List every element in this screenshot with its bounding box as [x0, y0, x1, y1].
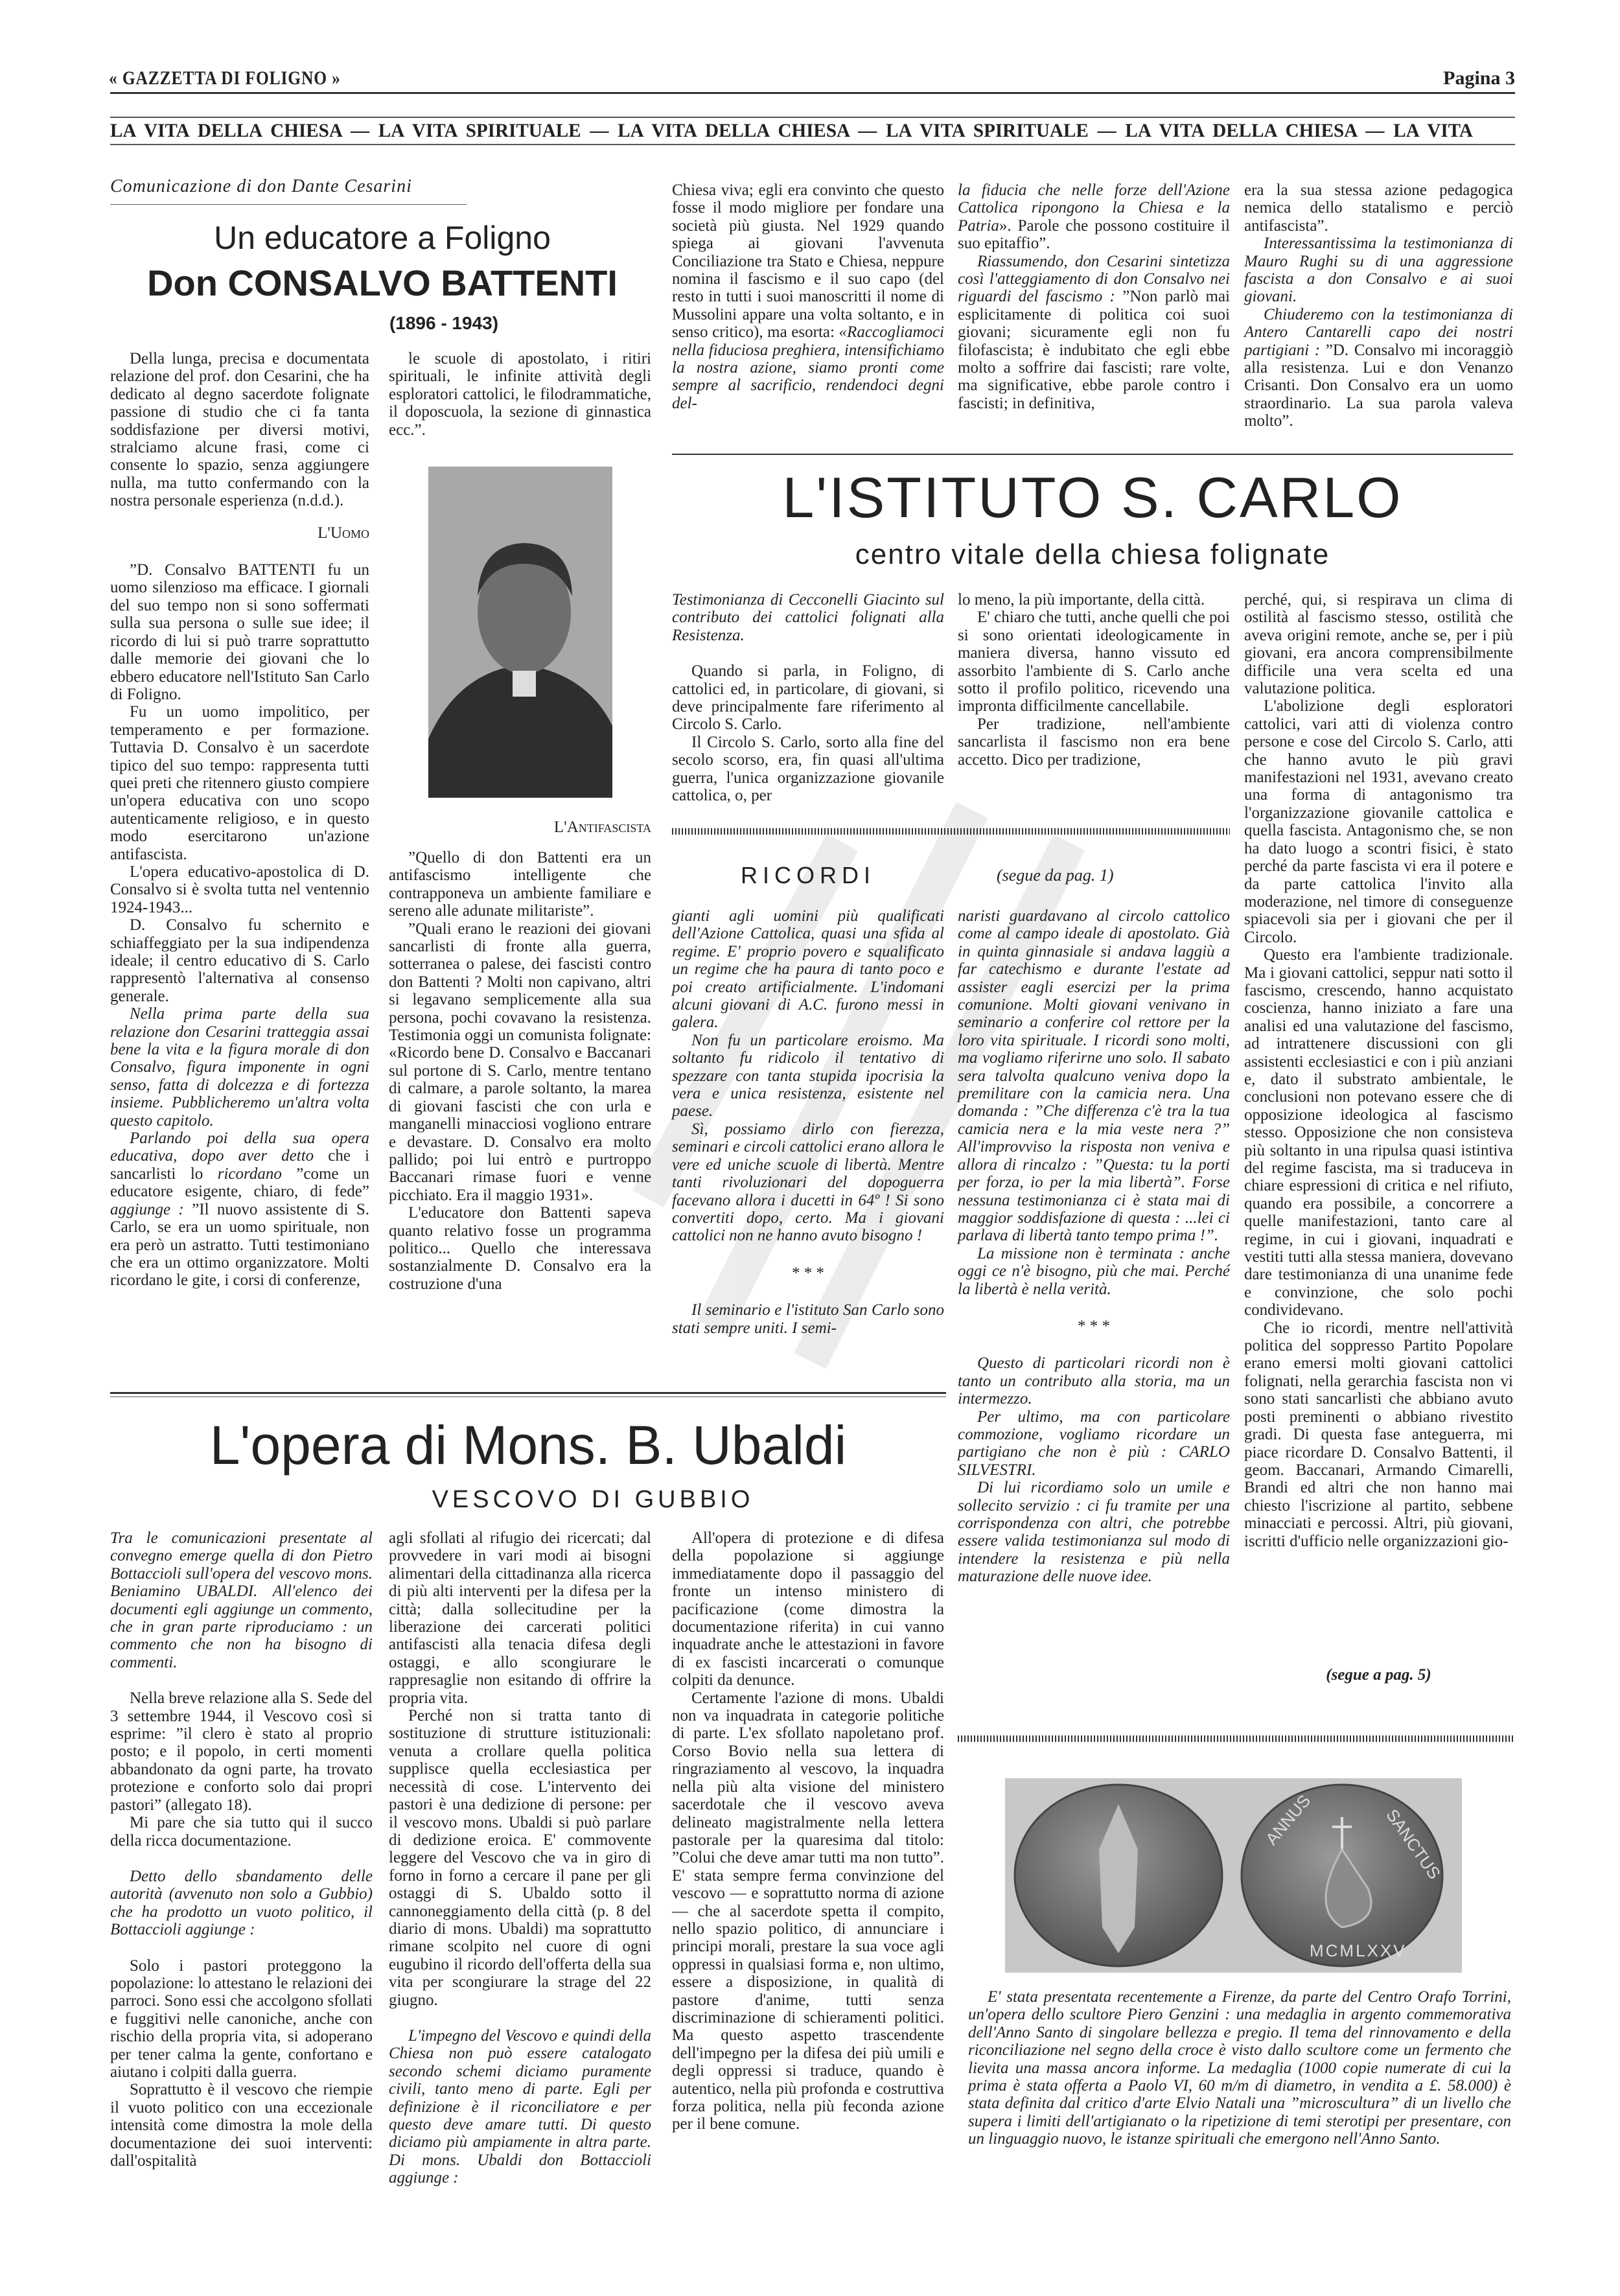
- text-segment: che i sancarlisti lo: [110, 1147, 370, 1183]
- ricordi-title: RICORDI: [741, 862, 875, 888]
- medal-photo: [1005, 1778, 1462, 1973]
- paragraph: E' chiaro che tutti, anche quelli che poi si sono orientati ideologicamente in maniera diversa, hanno vissuto ed assorbito l'ambiente di S. Carlo anche sotto il profilo politico, ricevendo una impronta difficilmente cancellabile.: [958, 609, 1230, 715]
- paragraph: era la sua stessa azione pedagogica nemica dello statalismo e perciò antifascista”.: [1244, 181, 1513, 235]
- text-segment: ”D. Consalvo mi incoraggiò alla resistenza. Lui e don Venanzo Crisanti. Don Consalvo era un uomo straordinario. La sua parola valeva molto”.: [1244, 341, 1513, 430]
- ubaldi-title: L'opera di Mons. B. Ubaldi: [209, 1415, 847, 1476]
- text-segment: ”come un educatore esigente, chiaro, di fede”: [110, 1165, 369, 1201]
- paragraph: L'abolizione degli esploratori cattolici, vari atti di violenza contro persone e cose del Circolo S. Carlo, atti che hanno avuto le più gravi manifestazioni nel 1931, avevano creato una forma di antagonismo tra l'organizzazione giovanile cattolica e quella fascista. Antagonismo che, se non ha dato luogo a scontri fisici, è stato perché da parte fascista vi era il potere e da parte cattolica l'invito alla moderazione, nel timore di conseguenze spiacevoli sia per i giovani che per il Circolo.: [1244, 697, 1513, 946]
- paragraph: L'opera educativo-apostolica di D. Consalvo si è svolta tutta nel ventennio 1924-1943...: [110, 863, 369, 916]
- photo-caption-antifascista: L'Antifascista: [553, 818, 651, 836]
- article1-column-3: [672, 181, 944, 415]
- paragraph: D. Consalvo fu schernito e schiaffeggiato per la sua indipendenza ideale; il centro educativo di S. Carlo rappresentò l'alternativa al consenso generale.: [110, 916, 369, 1005]
- article1-column-5: [1244, 181, 1513, 430]
- paragraph: Soprattutto è il vescovo che riempie il vuoto politico con una eccezionale intensità come dimostra la mole della documentazione dei suoi interventi: dall'ospitalità: [110, 2081, 373, 2170]
- text-segment: la fiducia che nelle forze dell'Azione Cattolica ripongono la Chiesa e la Patria: [958, 181, 1230, 235]
- paragraph: Testimonianza di Cecconelli Giacinto sul contributo dei cattolici folignati alla Resistenza.: [672, 591, 944, 644]
- paragraph: L'educatore don Battenti sapeva quanto relativo fosse un programma politico... Quello che interessava sostanzialmente D. Consalvo era la costruzione d'una: [389, 1204, 651, 1293]
- paragraph: Perché non si tratta tanto di sostituzione di strutture istituzionali: venuta a crollare quella politica supplisce quella ecclesiastica per necessità di cose. L'intervento dei pastori è una dedizione di persone: per il vescovo mons. Ubaldi si può parlare di dedizione eroica. E' commovente leggere del Vescovo che va in giro di forno in forno a cercare il pane per gli ostaggi di S. Ubaldo sotto il cannoneggiamento della città (p. 8 del diario di mons. Ubaldi) ma soprattutto rimane scolpito nel cuore di ogni eugubino il ricordo dell'offerta della sua vita per scongiurare la strage del 22 giugno.: [389, 1707, 651, 2009]
- ricordi-continued-from: (segue da pag. 1): [997, 866, 1114, 885]
- medal-divider: [958, 1735, 1513, 1742]
- text-segment: Riassumendo, don Cesarini sintetizza così l'atteggiamento di don Consalvo nei riguardi del fascismo :: [958, 252, 1230, 306]
- paragraph: * * *: [1078, 1317, 1110, 1335]
- paragraph: gianti agli uomini più qualificati dell'Azione Cattolica, quasi una sfida al regime. E' proprio povero e squalificato un regime che ha paura di tanto poco e poi creato artificialmente. L'indomani alcuni giovani di A.C. furono messi in galera.: [672, 907, 944, 1032]
- paragraph: perché, qui, si respirava un clima di ostilità al fascismo stesso, ostilità che aveva origini remote, anche se, per i più giovani, era ancora comprensibilmente difficile una vera scelta ed una valutazione politica.: [1244, 591, 1513, 698]
- paragraph: Mi pare che sia tutto qui il succo della ricca documentazione.: [110, 1814, 373, 1850]
- text-segment: ricordano: [217, 1165, 282, 1183]
- ubaldi-column-3: [672, 1529, 944, 2236]
- paragraph: Nella prima parte della sua relazione don Cesarini tratteggia assai bene la vita e la figura morale di don Consalvo, figura imponente in ogni senso, fatta di dolcezza e di fortezza insieme. Pubblicheremo un'altra volta questo capitolo.: [110, 1005, 369, 1130]
- paragraph: Fu un uomo impolitico, per temperamento e per formazione. Tuttavia D. Consalvo è un sacerdote tipico del suo tempo: rappresenta tutti quei preti che ritennero giusto compiere un'opera educativa con uno scopo autenticamente religioso, e in questo modo esercitarono un'azione antifascista.: [110, 703, 369, 863]
- paragraph: Sì, possiamo dirlo con fierezza, seminari e circoli cattolici erano allora le vere ed uniche scuole di libertà. Mentre tanti rivoluzionari del dopoguerra facevano allora i ducetti in 64º ! Si sono convertiti dopo, certo. Ma i giovani cattolici non ne hanno avuto bisogno !: [672, 1120, 944, 1245]
- paragraph: Questo era l'ambiente tradizionale. Ma i giovani cattolici, seppur nati sotto il fascismo, crescendo, hanno acquistato coscienza, hanno iniziato a fare una analisi ed una valutazione del fascismo, ad intrattenere discussioni con gli assistenti ecclesiastici e con i più anziani e, dato il substrato ambientale, le conclusioni non potevano essere che di opposizione ideologica al fascismo stesso. Opposizione che non consisteva più soltanto in una ripulsa quasi istintiva del regime fascista, ma si traduceva in chiare espressioni di critica e nel rifiuto, quando era possibile, a concorrere a quelle manifestazioni, tanto care al regime, in cui i giovani, inquadrati e vestiti tutti alla stessa maniera, dovevano dare testimonianza di una unanime fede e convinzione, che solo pochi condividevano.: [1244, 946, 1513, 1319]
- text-segment: Parlando poi della sua opera educativa, dopo aver detto: [110, 1130, 369, 1165]
- paragraph: ”D. Consalvo BATTENTI fu un uomo silenzioso ma efficace. I giornali del suo tempo non si sono soffermati sulla sua persona o sulle sue idee; il ricordo di lui si può trarre soprattutto dalle memorie dei giovani che lo ebbero educatore nell'Istituto San Carlo di Foligno.: [110, 561, 369, 703]
- ubaldi-column-1: [110, 1529, 373, 2236]
- paragraph: Questo di particolari ricordi non è tanto un contributo alla storia, ma un intermezzo.: [958, 1354, 1230, 1408]
- paragraph: Non fu un particolare eroismo. Ma soltanto fu ridicolo il tentativo di spezzare con tanta stupida ipocrisia la vera e unica resistenza, esistente nel paese.: [672, 1031, 944, 1120]
- paragraph: La missione non è terminata : anche oggi ce n'è bisogno, più che mai. Perché la libertà è nella verità.: [958, 1244, 1230, 1298]
- ubaldi-subtitle: VESCOVO DI GUBBIO: [432, 1486, 754, 1513]
- priest-portrait-image: [428, 467, 612, 798]
- medal-inscription-left: ANNUS: [1261, 1791, 1315, 1849]
- article2-subtitle: centro vitale della chiesa folignate: [855, 539, 1330, 570]
- article1-column-4: [958, 181, 1230, 415]
- article2-column-4: [958, 591, 1230, 819]
- kicker-rule: [110, 204, 467, 205]
- paragraph: [110, 1130, 369, 1290]
- paragraph: naristi guardavano al circolo cattolico come al campo ideale di apostolato. Già in quinta ginnasiale si andava laggiù a far catechismo e durante l'estate ad assister eagli esercizi per la prima comunione. Molti giovani venivano in seminario a conferire col rettore per la loro vita spirituale. I ricordi sono molti, ma vogliamo riferirne uno solo. Il sabato sera talvolta qualcuno veniva dopo la premilitare con la camicia nera. Una domanda : ”Che differenza c'è tra la tua camicia nera e la mia veste nera ?” All'improvviso la risposta non veniva e allora di rincalzo : ”Questa: tu la porti per forza, io per la mia libertà”. Forse nessuna testimonianza ci è stata mai di maggior soddisfazione di questa : ...lei ci parlava di libertà tanto tempo prima !”.: [958, 907, 1230, 1245]
- page-number: Pagina 3: [1443, 67, 1515, 89]
- paragraph: Il seminario e l'istituto San Carlo sono stati sempre uniti. I semi-: [672, 1301, 944, 1337]
- text-segment: ». Parole che possono costituire il suo epitaffio”.: [958, 216, 1230, 253]
- article1-subtitle: Un educatore a Foligno: [214, 220, 551, 256]
- ricordi-divider: [672, 828, 1230, 835]
- paragraph: Di lui ricordiamo solo un umile e sollecito servizio : ci fu tramite per una corrispondenza con altri, che potrebbe essere valida testimonianza sul modo di intendere la resistenza e più nella maturazione delle nuove idee.: [958, 1479, 1230, 1586]
- article2-top-rule: [672, 454, 1513, 455]
- paragraph: Detto dello sbandamento delle autorità (avvenuto non solo a Gubbio) che ha prodotto un vuoto politico, il Bottaccioli aggiunge :: [110, 1867, 373, 1939]
- paragraph: Certamente l'azione di mons. Ubaldi non va inquadrata in categorie politiche di parte. L'ex sfollato napoletano prof. Corso Bovio nella sua lettera di ringraziamento al vescovo, la inquadra nella più alta visione del ministero sacerdotale che il vescovo aveva delineato magistralmente nella lettera pastorale per la quaresima dal titolo: ”Colui che deve amar tutti ma non tutto”. E' stata sempre ferma convinzione del vescovo — e soprattutto norma di azione — che al sacerdote spetta il compito, nello spazio politico, di annunciare i principi morali, prestare la sua voce agli oppressi in qualsiasi forma e, non ultimo, essere a disposizione, in qualità di pastore d'anime, tutti senza discriminazione di schieramenti politici. Ma questo aspetto trascendente dell'impegno per la difesa dei più umili e degli oppressi si traduce, quando è autentico, nella più profonda e costruttiva forza politica, nella più feconda azione per il bene comune.: [672, 1689, 944, 2133]
- paper-name: « GAZZETTA DI FOLIGNO »: [109, 67, 341, 89]
- section-band: LA VITA DELLA CHIESA — LA VITA SPIRITUALE — LA VITA DELLA CHIESA — LA VITA SPIRITUALE — LA VITA DELLA CHIESA — LA VITA: [110, 120, 1473, 141]
- paragraph: E' stata presentata recentemente a Firenze, da parte del Centro Orafo Torrini, un'opera dello scultore Piero Genzini : una medaglia in argento commemorativa dell'Anno Santo di singolare bellezza e pregio. Il tema del rinnovamento e della riconciliazione nel segno della croce è visto dallo scultore come un fermento che lievita una massa ancora informe. La medaglia (1000 copie numerate di cui la prima è stata offerta a Paolo VI, 60 m/m di diametro, in vendita a £. 58.000) è stata definita dal critico d'arte Elvio Natali una ”microscultura” di un livello che supera i limiti dell'artigianato o la ripetizione di temi sterotipi per presentare, con un linguaggio nuovo, le istanze spirituali che emergono nell'Anno Santo.: [968, 1988, 1511, 2148]
- article1-dates: (1896 - 1943): [389, 313, 499, 333]
- band-rule-top: [110, 117, 1515, 118]
- paragraph: lo meno, la più importante, della città.: [958, 591, 1205, 609]
- ricordi-column-3: [672, 907, 944, 1390]
- article1-column-1: [110, 350, 369, 1384]
- header-rule: [110, 92, 1515, 94]
- paragraph: Solo i pastori proteggono la popolazione: lo attestano le relazioni dei parroci. Sono essi che accolgono sfollati e fuggitivi nelle canoniche, anche con rischio della propria vita, si adoperano per tener calma la gente, confortano e aiutano i colpiti dalla guerra.: [110, 1956, 373, 2081]
- paragraph: * * *: [792, 1264, 824, 1282]
- paragraph: [672, 181, 944, 412]
- paragraph: Tra le comunicazioni presentate al convegno emerge quella di don Pietro Bottaccioli sull'opera del vescovo mons. Beniamino UBALDI. All'elenco dei documenti egli aggiunge un commento, che in gran parte riproduciamo : un commento che non ha bisogno di commenti.: [110, 1529, 373, 1671]
- portrait-photo: [428, 467, 612, 798]
- paragraph: Che io ricordi, mentre nell'attività politica del soppresso Partito Popolare erano emersi molti giovani cattolici folignati, nella gerarchia fascista non vi sono stati sancarlisti che abbiano avuto posti preminenti o abbiano rivestito gradi. Di questa fase anteguerra, mi piace ricordare D. Consalvo Battenti, il geom. Baccanari, Armando Cimarelli, Brandi ed altri che non hanno mai chiesto l'iscrizione al partito, sebbene minacciati e percossi. Altri, più giovani, iscritti d'ufficio nelle organizzazioni gio-: [1244, 1319, 1513, 1550]
- article2-continued-note: (segue a pag. 5): [1326, 1666, 1431, 1684]
- text-segment: Chiesa viva; egli era convinto che questo fosse il modo migliore per fondare una società più giusta. Nel 1929 quando spiega ai giovani l'avvenuta Conciliazione tra Stato e Chiesa, neppure nomina il fascismo e il suo capo (del resto in tutti i suoi manoscritti il nome di Mussolini appare una volta soltanto, e in senso critico), ma esorta:: [672, 181, 944, 342]
- ubaldi-column-2: [389, 1529, 651, 2236]
- article2-title: L'ISTITUTO S. CARLO: [782, 465, 1403, 529]
- article1-column-2-top: [389, 350, 651, 441]
- paragraph: Per ultimo, ma con particolare commozione, vogliamo ricordare un partigiano che non è più : CARLO SILVESTRI.: [958, 1408, 1230, 1479]
- text-segment: «Raccogliamoci nella fiduciosa preghiera, intensifichiamo la nostra azione, siamo pronti come sempre al sacrificio, rendendoci degni del-: [672, 323, 944, 412]
- ubaldi-top-rule: [110, 1392, 946, 1394]
- paragraph: [958, 181, 1230, 253]
- article1-column-2-bottom: [389, 849, 651, 1384]
- paragraph: L'impegno del Vescovo e quindi della Chiesa non può essere catalogato secondo schemi diciamo puramente civili, tanto meno di parte. Egli per definizione è il riconciliatore e per questo deve amare tutti. Di questo diciamo più ampiamente in altra parte. Di mons. Ubaldi don Bottaccioli aggiunge :: [389, 2026, 651, 2187]
- text-segment: ”Il nuovo assistente di S. Carlo, se era un uomo spirituale, non era però un astratto. Tutti testimoniano che era un ottimo organizzatore. Molti ricordano le gite, i corsi di conferenze,: [110, 1200, 369, 1290]
- paragraph: agli sfollati al rifugio dei ricercati; dal provvedere in vari modi ai bisogni alimentari della cittadinanza alla ricerca di più alti interventi per la difesa per la città; dalla sollecitudine per la liberazione dei carcerati politici antifascisti alla tenacia difesa degli ostaggi, e allo scongiurare le rappresaglie non esitando di offrire la propria vita.: [389, 1529, 651, 1707]
- article1-kicker: Comunicazione di don Dante Cesarini: [110, 176, 412, 196]
- paragraph: Nella breve relazione alla S. Sede del 3 settembre 1944, il Vescovo così si esprime: ”il clero è stato al proprio posto; e il popolo, in certi momenti abbandonato da ogni parte, ha trovato protezione e conforto solo dai propri pastori” (allegato 18).: [110, 1689, 373, 1814]
- paragraph: ”Quello di don Battenti era un antifascismo intelligente che contrapponeva un ambiente familiare e sereno alle adunate militariste”.: [389, 849, 651, 920]
- paragraph: L'Uomo: [318, 524, 369, 542]
- article1-title: Don CONSALVO BATTENTI: [147, 262, 618, 303]
- text-segment: ”Non parlò mai esplicitamente di politica coi suoi giovani; sicuramente egli non fu filofascista; è indubitato che egli ebbe molto a soffrire dai fascisti; rare volte, ma significative, ebbe parole contro i fascisti; in definitiva,: [958, 288, 1230, 412]
- medal-caption: [968, 1988, 1511, 2212]
- text-segment: Chiuderemo con la testimonianza di Antero Cantarelli capo dei nostri partigiani :: [1244, 305, 1513, 359]
- ricordi-column-4: [958, 907, 1230, 1588]
- medal-inscription-year: MCMLXXV: [1310, 1941, 1407, 1960]
- medal-inscription-right: SANCTUS: [1382, 1805, 1445, 1883]
- paragraph: Della lunga, precisa e documentata relazione del prof. don Cesarini, che ha dedicato al degno sacerdote folignate passione di studio che ci fa tanta soddisfazione per diversi motivi, stralciamo alcune frasi, come ci consente lo spazio, senza aggiungere nulla, ma tutto confermando con la nostra personale esperienza (n.d.d.).: [110, 350, 369, 510]
- paragraph: All'opera di protezione e di difesa della popolazione si aggiunge immediatamente dopo il passaggio del fronte un intenso ministero di pacificazione (come dimostra la documentazione riferita) in cui vanno inquadrate anche le attestazioni in favore di ex fascisti incarcerati o comunque colpiti da denunce.: [672, 1529, 944, 1689]
- paragraph: Interessantissima la testimonianza di Mauro Rughi su di una aggressione fascista a don Consalvo e ai suoi giovani.: [1244, 235, 1513, 306]
- article2-column-3: [672, 591, 944, 819]
- paragraph: [958, 253, 1230, 413]
- paragraph: Per tradizione, nell'ambiente sancarlista il fascismo non era bene accetto. Dico per tradizione,: [958, 715, 1230, 769]
- article2-column-5: [1244, 591, 1513, 1654]
- paragraph: Quando si parla, in Foligno, di cattolici ed, in particolare, di giovani, si deve principalmente fare riferimento al Circolo S. Carlo.: [672, 662, 944, 734]
- band-rule-bottom: [110, 144, 1515, 145]
- paragraph: ”Quali erano le reazioni dei giovani sancarlisti di fronte alla guerra, sotterranea o palese, dei fascisti contro don Battenti ? Molti non capivano, altri si legavano semplicemente alla sua persona, pochi covavano la resistenza. Testimonia oggi un comunista folignate: «Ricordo bene D. Consalvo e Baccanari sul portone di S. Carlo, mentre tentano di calmare, a parole soltanto, la marea di giovani fascisti che con urla e manganelli minacciosi vogliono entrare e devastare. D. Consalvo era molto pallido; poi lui entrò e purtroppo Baccanari rimase fuori e venne picchiato. Era il maggio 1931».: [389, 920, 651, 1204]
- text-segment: aggiunge :: [110, 1200, 184, 1218]
- paragraph: le scuole di apostolato, i ritiri spirituali, le infinite attività degli esploratori cattolici, le filodrammatiche, il doposcuola, la sezione di ginnastica ecc.”.: [389, 350, 651, 439]
- paragraph: [1244, 306, 1513, 430]
- paragraph: Il Circolo S. Carlo, sorto alla fine del secolo scorso, era, fin quasi all'ultima guerra, l'unica organizzazione giovanile cattolica, o, per: [672, 733, 944, 805]
